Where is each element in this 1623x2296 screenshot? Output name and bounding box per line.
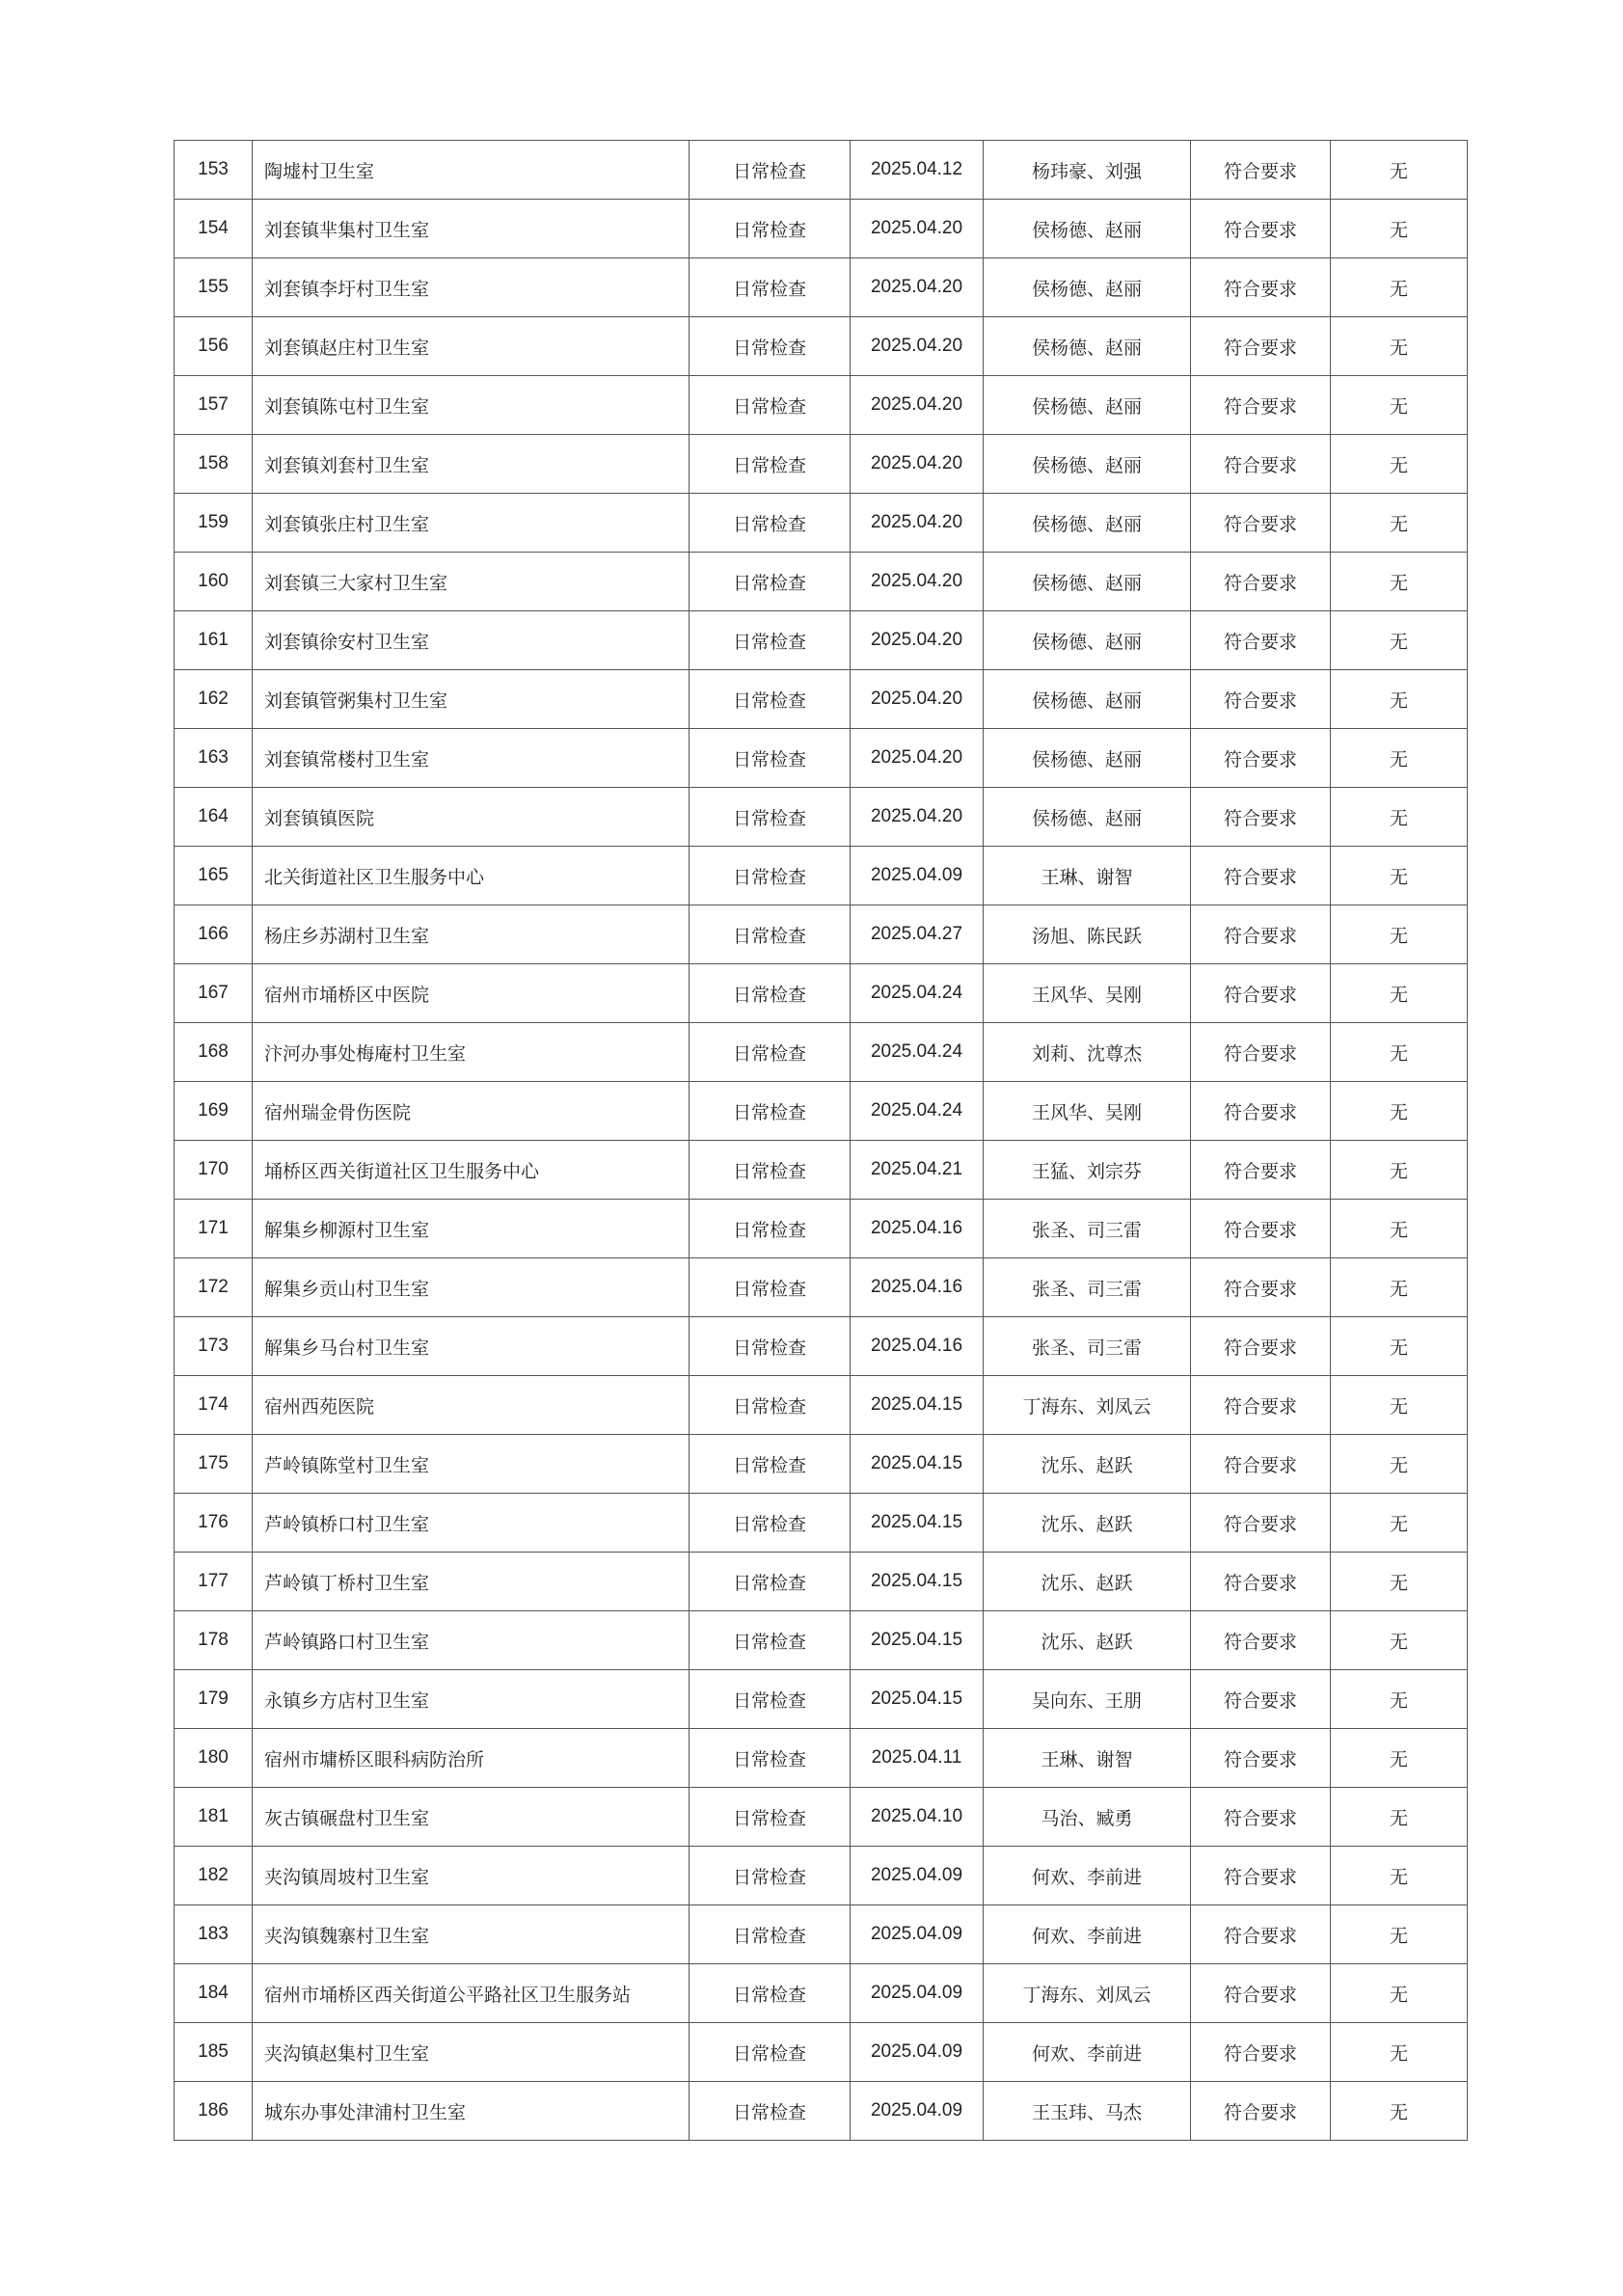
cell-result: 符合要求 (1191, 553, 1331, 611)
table-row (175, 905, 1468, 964)
cell-facility-name: 刘套镇三大家村卫生室 (253, 553, 690, 611)
table-body (175, 141, 1468, 2141)
cell-inspection-date: 2025.04.20 (851, 611, 984, 670)
cell-note: 无 (1331, 1553, 1468, 1611)
cell-inspection-type: 日常检查 (690, 1729, 851, 1788)
cell-result: 符合要求 (1191, 670, 1331, 729)
cell-facility-name: 夹沟镇赵集村卫生室 (253, 2023, 690, 2082)
cell-number: 178 (175, 1611, 253, 1670)
cell-inspection-type: 日常检查 (690, 1788, 851, 1847)
cell-inspection-type: 日常检查 (690, 2082, 851, 2141)
cell-inspection-type: 日常检查 (690, 1376, 851, 1435)
cell-result: 符合要求 (1191, 1200, 1331, 1258)
table-row (175, 1729, 1468, 1788)
cell-note: 无 (1331, 1964, 1468, 2023)
cell-note: 无 (1331, 1847, 1468, 1905)
cell-number: 186 (175, 2082, 253, 2141)
cell-inspection-date: 2025.04.09 (851, 2082, 984, 2141)
cell-note: 无 (1331, 670, 1468, 729)
table-row (175, 200, 1468, 258)
cell-result: 符合要求 (1191, 1141, 1331, 1200)
cell-inspection-type: 日常检查 (690, 1670, 851, 1729)
cell-number: 155 (175, 258, 253, 317)
cell-inspection-type: 日常检查 (690, 200, 851, 258)
cell-inspection-date: 2025.04.20 (851, 553, 984, 611)
cell-facility-name: 芦岭镇丁桥村卫生室 (253, 1553, 690, 1611)
cell-result: 符合要求 (1191, 1023, 1331, 1082)
cell-inspection-type: 日常检查 (690, 258, 851, 317)
cell-inspectors: 王琳、谢智 (984, 847, 1191, 905)
cell-number: 165 (175, 847, 253, 905)
cell-number: 181 (175, 1788, 253, 1847)
cell-result: 符合要求 (1191, 964, 1331, 1023)
cell-inspection-date: 2025.04.09 (851, 2023, 984, 2082)
table-row (175, 1553, 1468, 1611)
table-row (175, 553, 1468, 611)
cell-inspectors: 沈乐、赵跃 (984, 1611, 1191, 1670)
cell-facility-name: 刘套镇芈集村卫生室 (253, 200, 690, 258)
cell-note: 无 (1331, 611, 1468, 670)
cell-inspectors: 侯杨德、赵丽 (984, 553, 1191, 611)
cell-note: 无 (1331, 1611, 1468, 1670)
cell-number: 185 (175, 2023, 253, 2082)
cell-number: 166 (175, 905, 253, 964)
cell-facility-name: 刘套镇管粥集村卫生室 (253, 670, 690, 729)
table-row (175, 1200, 1468, 1258)
cell-inspectors: 丁海东、刘凤云 (984, 1376, 1191, 1435)
table-row (175, 847, 1468, 905)
table-row (175, 1611, 1468, 1670)
cell-result: 符合要求 (1191, 1670, 1331, 1729)
cell-result: 符合要求 (1191, 376, 1331, 435)
table-row (175, 1964, 1468, 2023)
cell-inspection-date: 2025.04.20 (851, 258, 984, 317)
cell-inspection-type: 日常检查 (690, 376, 851, 435)
cell-facility-name: 刘套镇镇医院 (253, 788, 690, 847)
cell-inspection-type: 日常检查 (690, 788, 851, 847)
cell-number: 182 (175, 1847, 253, 1905)
cell-note: 无 (1331, 435, 1468, 494)
cell-inspectors: 王猛、刘宗芬 (984, 1141, 1191, 1200)
cell-inspection-date: 2025.04.20 (851, 376, 984, 435)
cell-inspection-type: 日常检查 (690, 1847, 851, 1905)
cell-inspection-type: 日常检查 (690, 1435, 851, 1494)
cell-inspection-type: 日常检查 (690, 1494, 851, 1553)
cell-facility-name: 芦岭镇路口村卫生室 (253, 1611, 690, 1670)
cell-result: 符合要求 (1191, 258, 1331, 317)
cell-inspectors: 侯杨德、赵丽 (984, 200, 1191, 258)
cell-inspectors: 侯杨德、赵丽 (984, 258, 1191, 317)
cell-note: 无 (1331, 200, 1468, 258)
cell-result: 符合要求 (1191, 435, 1331, 494)
cell-facility-name: 埇桥区西关街道社区卫生服务中心 (253, 1141, 690, 1200)
cell-number: 179 (175, 1670, 253, 1729)
cell-result: 符合要求 (1191, 788, 1331, 847)
cell-inspection-date: 2025.04.20 (851, 435, 984, 494)
cell-inspectors: 侯杨德、赵丽 (984, 376, 1191, 435)
cell-note: 无 (1331, 1023, 1468, 1082)
cell-inspection-date: 2025.04.16 (851, 1258, 984, 1317)
cell-number: 162 (175, 670, 253, 729)
cell-inspectors: 侯杨德、赵丽 (984, 788, 1191, 847)
cell-facility-name: 宿州西苑医院 (253, 1376, 690, 1435)
cell-inspection-date: 2025.04.20 (851, 729, 984, 788)
cell-inspection-type: 日常检查 (690, 1317, 851, 1376)
cell-facility-name: 汴河办事处梅庵村卫生室 (253, 1023, 690, 1082)
cell-inspectors: 王玉玮、马杰 (984, 2082, 1191, 2141)
cell-facility-name: 宿州市埇桥区西关街道公平路社区卫生服务站 (253, 1964, 690, 2023)
cell-facility-name: 陶墟村卫生室 (253, 141, 690, 200)
cell-note: 无 (1331, 1788, 1468, 1847)
cell-inspectors: 沈乐、赵跃 (984, 1435, 1191, 1494)
cell-facility-name: 城东办事处津浦村卫生室 (253, 2082, 690, 2141)
cell-inspection-date: 2025.04.15 (851, 1435, 984, 1494)
cell-inspection-type: 日常检查 (690, 1905, 851, 1964)
table-row (175, 670, 1468, 729)
cell-inspection-type: 日常检查 (690, 1964, 851, 2023)
cell-number: 176 (175, 1494, 253, 1553)
cell-inspectors: 何欢、李前进 (984, 1847, 1191, 1905)
cell-inspectors: 王琳、谢智 (984, 1729, 1191, 1788)
cell-inspectors: 吴向东、王朋 (984, 1670, 1191, 1729)
cell-facility-name: 灰古镇碾盘村卫生室 (253, 1788, 690, 1847)
cell-inspection-type: 日常检查 (690, 553, 851, 611)
table-row (175, 1670, 1468, 1729)
cell-inspection-type: 日常检查 (690, 2023, 851, 2082)
cell-number: 157 (175, 376, 253, 435)
cell-inspection-type: 日常检查 (690, 847, 851, 905)
cell-result: 符合要求 (1191, 1082, 1331, 1141)
cell-result: 符合要求 (1191, 1317, 1331, 1376)
cell-inspectors: 王风华、吴刚 (984, 964, 1191, 1023)
table-row (175, 317, 1468, 376)
cell-number: 163 (175, 729, 253, 788)
cell-result: 符合要求 (1191, 611, 1331, 670)
cell-note: 无 (1331, 1082, 1468, 1141)
cell-inspection-date: 2025.04.21 (851, 1141, 984, 1200)
cell-inspection-date: 2025.04.20 (851, 317, 984, 376)
cell-number: 170 (175, 1141, 253, 1200)
cell-facility-name: 解集乡马台村卫生室 (253, 1317, 690, 1376)
table-row (175, 2023, 1468, 2082)
cell-note: 无 (1331, 1905, 1468, 1964)
table-row (175, 435, 1468, 494)
cell-note: 无 (1331, 494, 1468, 553)
table-row (175, 1435, 1468, 1494)
cell-inspection-date: 2025.04.15 (851, 1376, 984, 1435)
table-row (175, 788, 1468, 847)
cell-number: 180 (175, 1729, 253, 1788)
cell-inspectors: 侯杨德、赵丽 (984, 670, 1191, 729)
table-row (175, 611, 1468, 670)
cell-inspection-date: 2025.04.15 (851, 1611, 984, 1670)
cell-inspection-date: 2025.04.15 (851, 1670, 984, 1729)
cell-inspection-type: 日常检查 (690, 317, 851, 376)
cell-number: 154 (175, 200, 253, 258)
cell-inspection-type: 日常检查 (690, 1200, 851, 1258)
cell-inspectors: 张圣、司三雷 (984, 1200, 1191, 1258)
cell-facility-name: 刘套镇张庄村卫生室 (253, 494, 690, 553)
cell-note: 无 (1331, 1670, 1468, 1729)
cell-facility-name: 北关街道社区卫生服务中心 (253, 847, 690, 905)
table-row (175, 1082, 1468, 1141)
cell-note: 无 (1331, 317, 1468, 376)
cell-number: 173 (175, 1317, 253, 1376)
cell-number: 161 (175, 611, 253, 670)
cell-facility-name: 刘套镇刘套村卫生室 (253, 435, 690, 494)
cell-inspection-type: 日常检查 (690, 141, 851, 200)
cell-inspectors: 张圣、司三雷 (984, 1317, 1191, 1376)
cell-inspection-type: 日常检查 (690, 1141, 851, 1200)
cell-inspectors: 侯杨德、赵丽 (984, 611, 1191, 670)
cell-result: 符合要求 (1191, 1729, 1331, 1788)
cell-inspection-date: 2025.04.20 (851, 200, 984, 258)
cell-number: 168 (175, 1023, 253, 1082)
cell-note: 无 (1331, 964, 1468, 1023)
table-row (175, 1788, 1468, 1847)
table-row (175, 1023, 1468, 1082)
cell-result: 符合要求 (1191, 200, 1331, 258)
table-row (175, 964, 1468, 1023)
cell-facility-name: 刘套镇陈屯村卫生室 (253, 376, 690, 435)
cell-result: 符合要求 (1191, 1376, 1331, 1435)
cell-number: 171 (175, 1200, 253, 1258)
inspection-records-table (174, 140, 1468, 2141)
cell-note: 无 (1331, 376, 1468, 435)
cell-number: 184 (175, 1964, 253, 2023)
cell-inspection-date: 2025.04.09 (851, 1964, 984, 2023)
cell-note: 无 (1331, 1141, 1468, 1200)
cell-result: 符合要求 (1191, 1435, 1331, 1494)
cell-inspection-type: 日常检查 (690, 1553, 851, 1611)
cell-inspection-date: 2025.04.10 (851, 1788, 984, 1847)
cell-inspectors: 丁海东、刘凤云 (984, 1964, 1191, 2023)
table-row (175, 494, 1468, 553)
cell-inspectors: 侯杨德、赵丽 (984, 435, 1191, 494)
cell-result: 符合要求 (1191, 1611, 1331, 1670)
cell-facility-name: 刘套镇徐安村卫生室 (253, 611, 690, 670)
cell-facility-name: 宿州瑞金骨伤医院 (253, 1082, 690, 1141)
cell-inspection-type: 日常检查 (690, 1023, 851, 1082)
table-row (175, 1494, 1468, 1553)
table-row (175, 1141, 1468, 1200)
cell-facility-name: 夹沟镇周坡村卫生室 (253, 1847, 690, 1905)
cell-inspectors: 刘莉、沈尊杰 (984, 1023, 1191, 1082)
cell-inspectors: 汤旭、陈民跃 (984, 905, 1191, 964)
cell-number: 158 (175, 435, 253, 494)
cell-inspection-type: 日常检查 (690, 435, 851, 494)
cell-note: 无 (1331, 258, 1468, 317)
cell-inspection-type: 日常检查 (690, 1082, 851, 1141)
cell-number: 153 (175, 141, 253, 200)
cell-inspection-date: 2025.04.24 (851, 1082, 984, 1141)
cell-result: 符合要求 (1191, 1553, 1331, 1611)
cell-inspection-type: 日常检查 (690, 670, 851, 729)
cell-inspection-date: 2025.04.09 (851, 1905, 984, 1964)
cell-note: 无 (1331, 1494, 1468, 1553)
cell-inspectors: 侯杨德、赵丽 (984, 729, 1191, 788)
cell-note: 无 (1331, 1729, 1468, 1788)
cell-facility-name: 杨庄乡苏湖村卫生室 (253, 905, 690, 964)
cell-inspectors: 马治、臧勇 (984, 1788, 1191, 1847)
cell-inspectors: 沈乐、赵跃 (984, 1494, 1191, 1553)
table-row (175, 141, 1468, 200)
cell-note: 无 (1331, 905, 1468, 964)
cell-note: 无 (1331, 1376, 1468, 1435)
cell-inspection-date: 2025.04.09 (851, 847, 984, 905)
table-row (175, 376, 1468, 435)
table-row (175, 1847, 1468, 1905)
cell-facility-name: 夹沟镇魏寨村卫生室 (253, 1905, 690, 1964)
cell-result: 符合要求 (1191, 141, 1331, 200)
cell-inspection-date: 2025.04.15 (851, 1553, 984, 1611)
cell-number: 183 (175, 1905, 253, 1964)
cell-result: 符合要求 (1191, 1494, 1331, 1553)
cell-note: 无 (1331, 1317, 1468, 1376)
cell-number: 156 (175, 317, 253, 376)
cell-number: 160 (175, 553, 253, 611)
cell-facility-name: 永镇乡方店村卫生室 (253, 1670, 690, 1729)
cell-facility-name: 宿州市埇桥区中医院 (253, 964, 690, 1023)
cell-number: 159 (175, 494, 253, 553)
cell-result: 符合要求 (1191, 847, 1331, 905)
cell-inspection-date: 2025.04.16 (851, 1317, 984, 1376)
cell-inspection-type: 日常检查 (690, 611, 851, 670)
cell-inspection-type: 日常检查 (690, 1258, 851, 1317)
cell-inspection-date: 2025.04.09 (851, 1847, 984, 1905)
cell-inspectors: 张圣、司三雷 (984, 1258, 1191, 1317)
cell-inspection-date: 2025.04.20 (851, 494, 984, 553)
cell-inspection-date: 2025.04.20 (851, 788, 984, 847)
cell-inspectors: 何欢、李前进 (984, 1905, 1191, 1964)
cell-facility-name: 芦岭镇桥口村卫生室 (253, 1494, 690, 1553)
cell-facility-name: 解集乡贡山村卫生室 (253, 1258, 690, 1317)
cell-note: 无 (1331, 553, 1468, 611)
cell-result: 符合要求 (1191, 2023, 1331, 2082)
cell-result: 符合要求 (1191, 317, 1331, 376)
cell-facility-name: 解集乡柳源村卫生室 (253, 1200, 690, 1258)
table-row (175, 729, 1468, 788)
table-row (175, 1905, 1468, 1964)
cell-inspection-type: 日常检查 (690, 729, 851, 788)
cell-result: 符合要求 (1191, 1258, 1331, 1317)
table-row (175, 1258, 1468, 1317)
cell-number: 172 (175, 1258, 253, 1317)
cell-note: 无 (1331, 729, 1468, 788)
cell-result: 符合要求 (1191, 729, 1331, 788)
cell-number: 164 (175, 788, 253, 847)
cell-result: 符合要求 (1191, 905, 1331, 964)
cell-note: 无 (1331, 1435, 1468, 1494)
cell-inspectors: 侯杨德、赵丽 (984, 494, 1191, 553)
cell-number: 167 (175, 964, 253, 1023)
cell-inspection-date: 2025.04.11 (851, 1729, 984, 1788)
cell-inspectors: 侯杨德、赵丽 (984, 317, 1191, 376)
table-row (175, 1317, 1468, 1376)
cell-number: 169 (175, 1082, 253, 1141)
cell-result: 符合要求 (1191, 494, 1331, 553)
cell-note: 无 (1331, 2023, 1468, 2082)
cell-inspection-type: 日常检查 (690, 964, 851, 1023)
cell-number: 177 (175, 1553, 253, 1611)
cell-note: 无 (1331, 2082, 1468, 2141)
cell-inspection-date: 2025.04.15 (851, 1494, 984, 1553)
cell-number: 175 (175, 1435, 253, 1494)
cell-inspection-date: 2025.04.12 (851, 141, 984, 200)
cell-inspection-type: 日常检查 (690, 494, 851, 553)
cell-result: 符合要求 (1191, 1847, 1331, 1905)
cell-inspectors: 何欢、李前进 (984, 2023, 1191, 2082)
table-row (175, 2082, 1468, 2141)
cell-inspection-type: 日常检查 (690, 905, 851, 964)
cell-inspectors: 王风华、吴刚 (984, 1082, 1191, 1141)
cell-inspection-date: 2025.04.16 (851, 1200, 984, 1258)
cell-result: 符合要求 (1191, 2082, 1331, 2141)
cell-result: 符合要求 (1191, 1964, 1331, 2023)
cell-note: 无 (1331, 847, 1468, 905)
table-row (175, 258, 1468, 317)
cell-note: 无 (1331, 1258, 1468, 1317)
cell-note: 无 (1331, 1200, 1468, 1258)
cell-note: 无 (1331, 788, 1468, 847)
cell-inspectors: 沈乐、赵跃 (984, 1553, 1191, 1611)
cell-inspectors: 杨玮豪、刘强 (984, 141, 1191, 200)
table-row (175, 1376, 1468, 1435)
cell-inspection-type: 日常检查 (690, 1611, 851, 1670)
cell-facility-name: 宿州市墉桥区眼科病防治所 (253, 1729, 690, 1788)
cell-facility-name: 刘套镇赵庄村卫生室 (253, 317, 690, 376)
cell-inspection-date: 2025.04.24 (851, 964, 984, 1023)
cell-result: 符合要求 (1191, 1905, 1331, 1964)
cell-inspection-date: 2025.04.24 (851, 1023, 984, 1082)
cell-inspection-date: 2025.04.20 (851, 670, 984, 729)
cell-result: 符合要求 (1191, 1788, 1331, 1847)
cell-note: 无 (1331, 141, 1468, 200)
cell-facility-name: 芦岭镇陈堂村卫生室 (253, 1435, 690, 1494)
cell-inspection-date: 2025.04.27 (851, 905, 984, 964)
cell-facility-name: 刘套镇常楼村卫生室 (253, 729, 690, 788)
cell-facility-name: 刘套镇李圩村卫生室 (253, 258, 690, 317)
cell-number: 174 (175, 1376, 253, 1435)
